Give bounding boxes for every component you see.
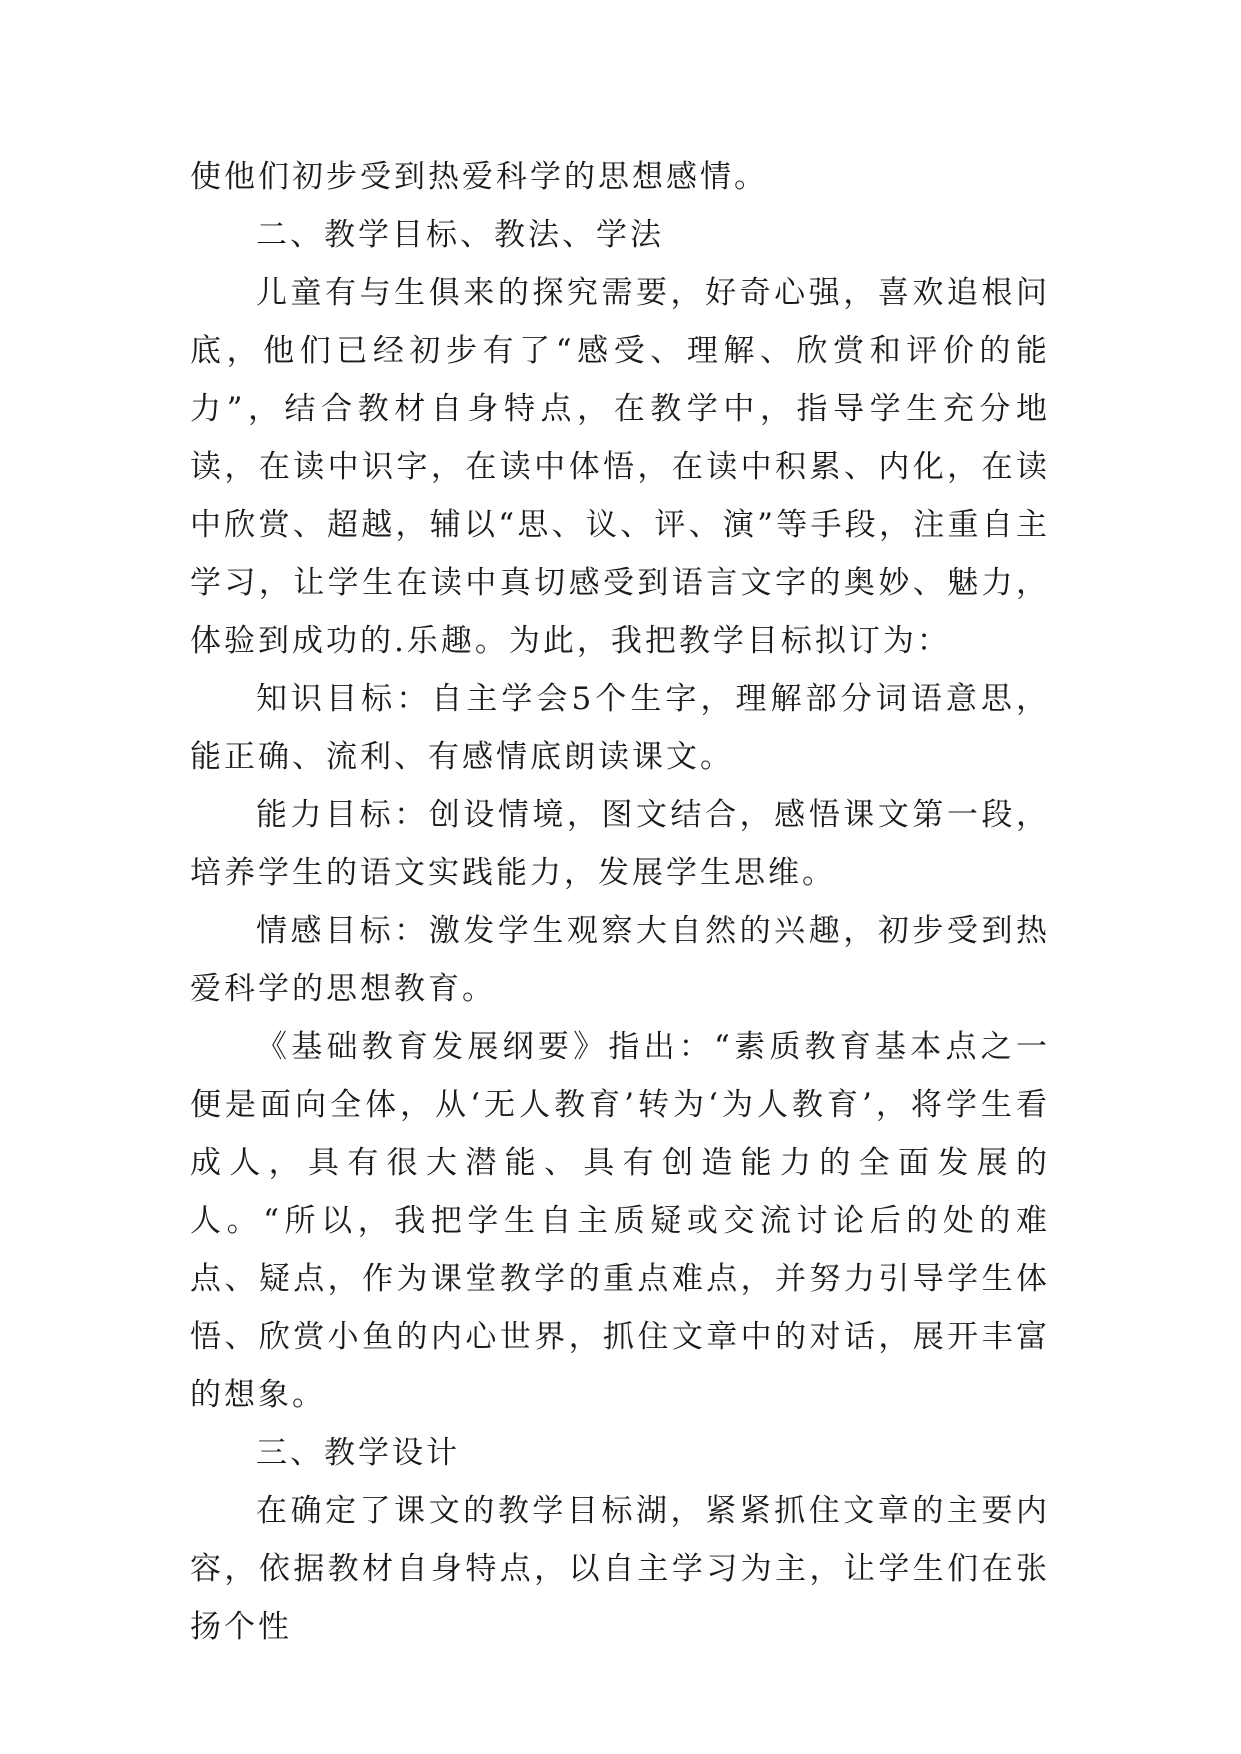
- paragraph: 在确定了课文的教学目标湖，紧紧抓住文章的主要内容，依据教材自身特点，以自主学习为主，让学生们在张扬个性: [190, 1493, 1050, 1645]
- paragraph: 知识目标：自主学会5个生字，理解部分词语意思，能正确、流利、有感情底朗读课文。: [190, 681, 1050, 775]
- paragraph: 《基础教育发展纲要》指出：“素质教育基本点之一便是面向全体，从‘无人教育’转为‘为人教育’，将学生看成人，具有很大潜能、具有创造能力的全面发展的人。“所以，我把学生自主质疑或交流讨论后的处的难点、疑点，作为课堂教学的重点难点，并努力引导学生体悟、欣赏小鱼的内心世界，抓住文章中的对话，展开丰富的想象。: [190, 1029, 1050, 1413]
- paragraph: 情感目标：激发学生观察大自然的兴趣，初步受到热爱科学的思想教育。: [190, 913, 1050, 1007]
- section-heading: 二、教学目标、教法、学法: [256, 217, 664, 253]
- document-body: [190, 148, 1050, 1656]
- paragraph: 儿童有与生俱来的探究需要，好奇心强，喜欢追根问底，他们已经初步有了“感受、理解、欣赏和评价的能力”，结合教材自身特点，在教学中，指导学生充分地读，在读中识字，在读中体悟，在读中积累、内化，在读中欣赏、超越，辅以“思、议、评、演”等手段，注重自主学习，让学生在读中真切感受到语言文字的奥妙、魅力，体验到成功的.乐趣。为此，我把教学目标拟订为：: [190, 275, 1050, 659]
- paragraph: 能力目标：创设情境，图文结合，感悟课文第一段，培养学生的语文实践能力，发展学生思维。: [190, 797, 1050, 891]
- paragraph: 使他们初步受到热爱科学的思想感情。: [190, 159, 768, 195]
- section-heading: 三、教学设计: [256, 1435, 460, 1471]
